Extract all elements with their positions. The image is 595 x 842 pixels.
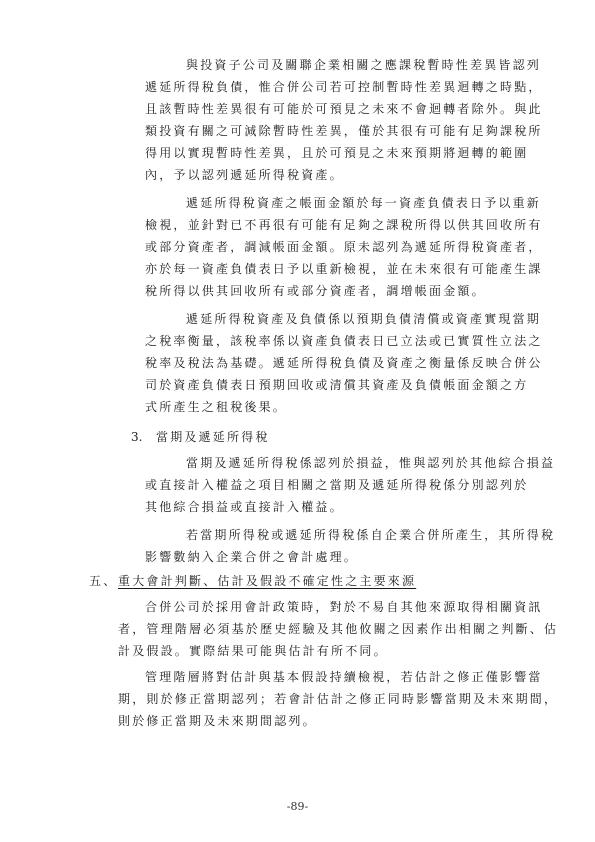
text-line: 稅所得以供其回收所有或部分資產者，調增帳面金額。 (145, 284, 486, 298)
text-line: 且該暫時性差異很有可能於可預見之未來不會迴轉者除外。與此 (145, 102, 543, 116)
text-line: 遞延所得稅資產及負債係以預期負債清償或資產實現當期 (186, 312, 542, 326)
text-line: 司於資產負債表日預期回收或清償其資產及負債帳面金額之方 (145, 378, 529, 392)
text-line: 檢視，並針對已不再很有可能有足夠之課稅所得以供其回收所有 (145, 218, 543, 232)
text-line: 得用以實現暫時性差異，且於可預見之未來預期將迴轉的範圍 (145, 146, 529, 160)
text-line: 管理階層將對估計與基本假設持續檢視，若估計之修正僅影響當 (145, 670, 543, 684)
text-line: 或部分資產者，調減帳面金額。原未認列為遞延所得稅資產者， (145, 240, 543, 254)
text-line: 當期及遞延所得稅係認列於損益，惟與認列於其他綜合損益 (186, 456, 556, 470)
text-line: 遞延所得稅負債，惟合併公司若可控制暫時性差異迴轉之時點， (145, 80, 543, 94)
text-line: 內，予以認列遞延所得稅資產。 (145, 168, 344, 182)
item-title: 當期及遞延所得稅 (156, 430, 270, 444)
text-line: 則於修正當期及未來期間認列。 (118, 714, 317, 728)
text-line: 計及假設。實際結果可能與估計有所不同。 (118, 644, 388, 658)
text-line: 之稅率衡量，該稅率係以資產負債表日已立法或已實質性立法之 (145, 334, 543, 348)
section-title: 重大會計判斷、估計及假設不確定性之主要來源 (118, 574, 417, 588)
text-line: 期，則於修正當期認列；若會計估計之修正同時影響當期及未來期間， (118, 692, 559, 706)
text-line: 式所產生之租稅後果。 (145, 400, 288, 414)
text-line: 稅率及稅法為基礎。遞延所得稅負債及資產之衡量係反映合併公 (145, 356, 543, 370)
item-number: 3. (131, 430, 143, 444)
text-line: 其他綜合損益或直接計入權益。 (145, 500, 344, 514)
section-number: 五、 (89, 574, 118, 588)
text-line: 若當期所得稅或遞延所得稅係自企業合併所產生，其所得稅 (186, 528, 556, 542)
page-number: -89- (286, 800, 309, 813)
text-line: 影響數納入企業合併之會計處理。 (145, 550, 359, 564)
text-line: 合併公司於採用會計政策時，對於不易自其他來源取得相關資訊 (145, 600, 543, 614)
text-line: 者，管理階層必須基於歷史經驗及其他攸關之因素作出相關之判斷、估 (118, 622, 559, 636)
text-line: 或直接計入權益之項目相關之當期及遞延所得稅係分別認列於 (145, 478, 529, 492)
text-line: 與投資子公司及關聯企業相關之應課稅暫時性差異皆認列 (186, 58, 542, 72)
text-line: 類投資有關之可減除暫時性差異，僅於其很有可能有足夠課稅所 (145, 124, 543, 138)
text-line: 遞延所得稅資產之帳面金額於每一資產負債表日予以重新 (186, 196, 542, 210)
text-line: 亦於每一資產負債表日予以重新檢視，並在未來很有可能產生課 (145, 262, 543, 276)
